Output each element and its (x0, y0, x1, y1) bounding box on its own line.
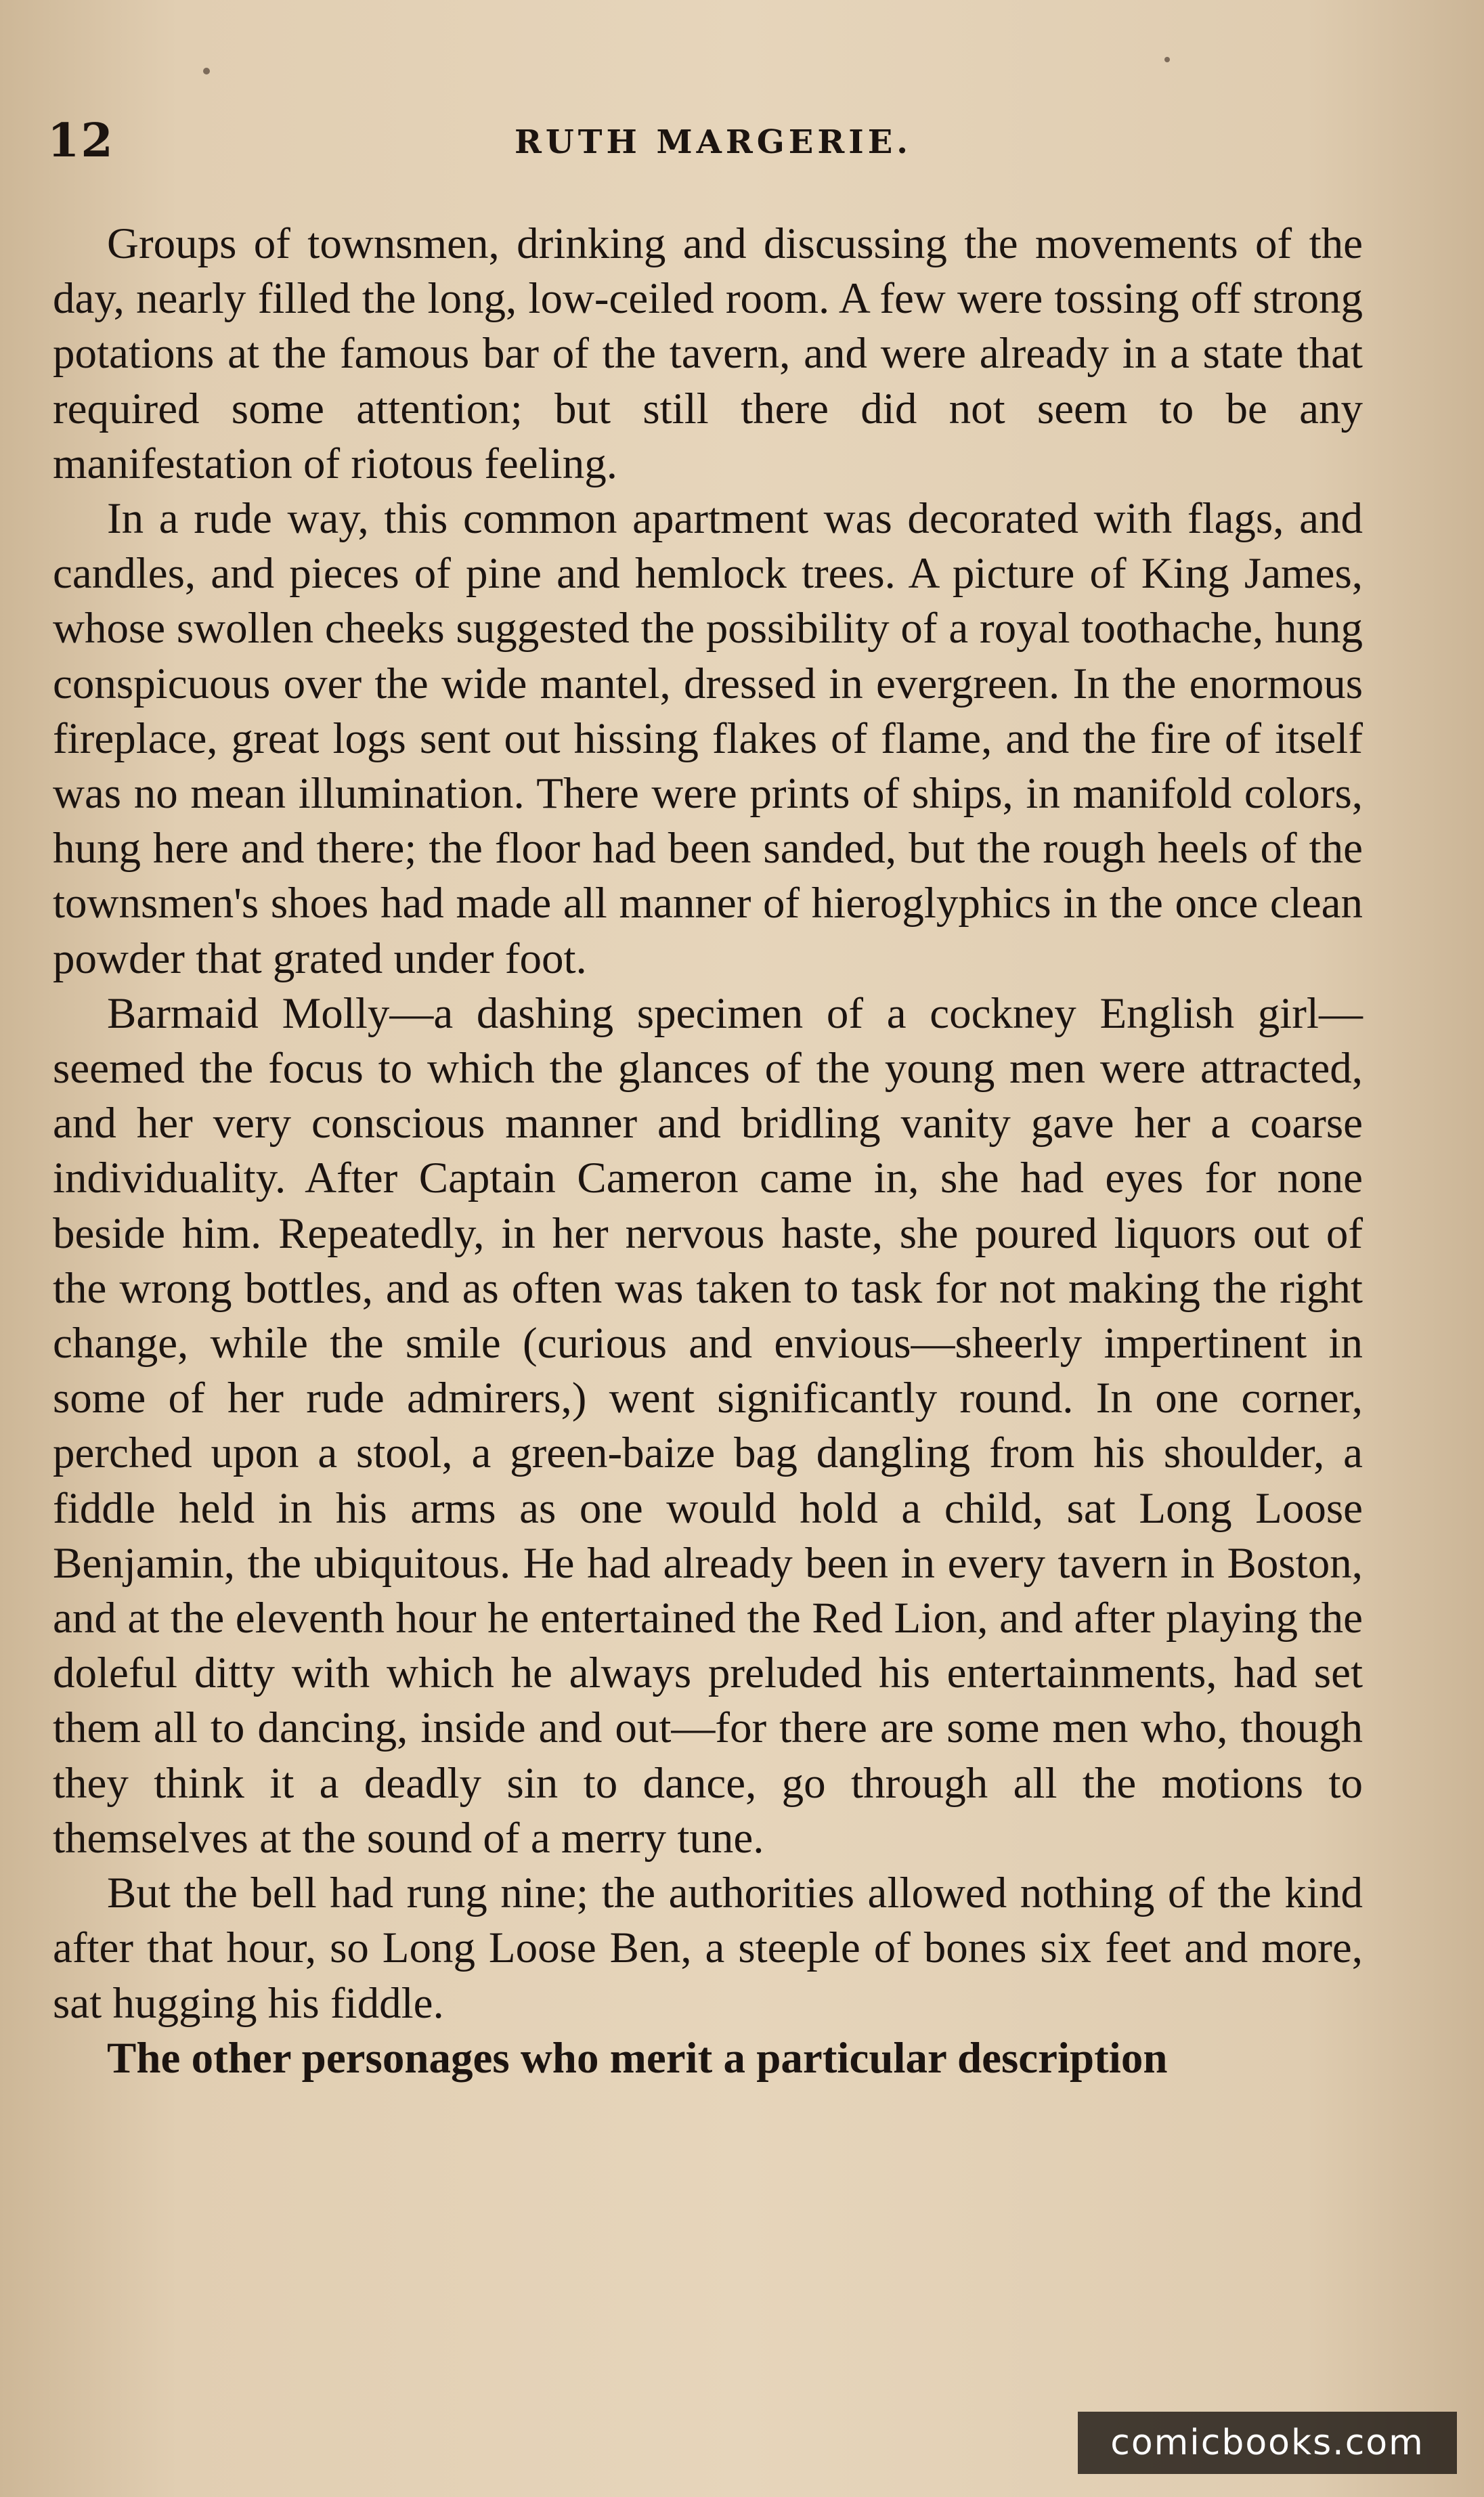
page-number: 12 (47, 114, 114, 168)
paragraph: But the bell had rung nine; the authorities allowed nothing of the kind after that hour, so Long Loose Ben, a steeple of bones six feet and more, sat hugging his fiddle. (53, 1869, 1363, 2028)
paragraph: Groups of townsmen, drinking and discussing the movements of the day, nearly filled the long, low-ceiled room. A few were tossing off strong potations at the famous bar of the tavern, and were already in a state that required some attention; but still there did not seem to be any manifestation of riotous feeling. (53, 219, 1363, 488)
body-text (53, 217, 1363, 2086)
ink-speck (1164, 57, 1170, 62)
site-watermark: comicbooks.com (1078, 2412, 1457, 2474)
running-title: RUTH MARGERIE. (515, 123, 913, 161)
running-head (41, 114, 1368, 168)
paragraph: Barmaid Molly—a dashing specimen of a cockney English girl—seemed the focus to which the glances of the young men were attracted, and her very conscious manner and bridling vanity gave her a coarse individuality. After Captain Cameron came in, she had eyes for none beside him. Repeatedly, in her nervous haste, she poured liquors out of the wrong bottles, and as often was taken to task for not making the right change, while the smile (curious and envious—sheerly impertinent in some of her rude admirers,) went significantly round. In one corner, perched upon a stool, a green-baize bag dangling from his shoulder, a fiddle held in his arms as one would hold a child, sat Long Loose Benjamin, the ubiquitous. He had already been in every tavern in Boston, and at the eleventh hour he entertained the Red Lion, and after playing the doleful ditty with which he always preluded his entertainments, had set them all to dancing, inside and out—for there are some men who, though they think it a deadly sin to dance, go through all the motions to themselves at the sound of a merry tune. (53, 989, 1363, 1863)
paragraph: In a rude way, this common apartment was decorated with flags, and candles, and pieces of pine and hemlock trees. A picture of King James, whose swollen cheeks suggested the possibility of a royal toothache, hung conspicuous over the wide mantel, dressed in evergreen. In the enormous fireplace, great logs sent out hissing flakes of flame, and the fire of itself was no mean illumination. There were prints of ships, in manifold colors, hung here and there; the floor had been sanded, but the rough heels of the townsmen's shoes had made all manner of hieroglyphics in the once clean powder that grated under foot. (53, 494, 1363, 983)
paragraph: The other personages who merit a particular description (107, 2033, 1168, 2083)
ink-speck (203, 68, 210, 74)
